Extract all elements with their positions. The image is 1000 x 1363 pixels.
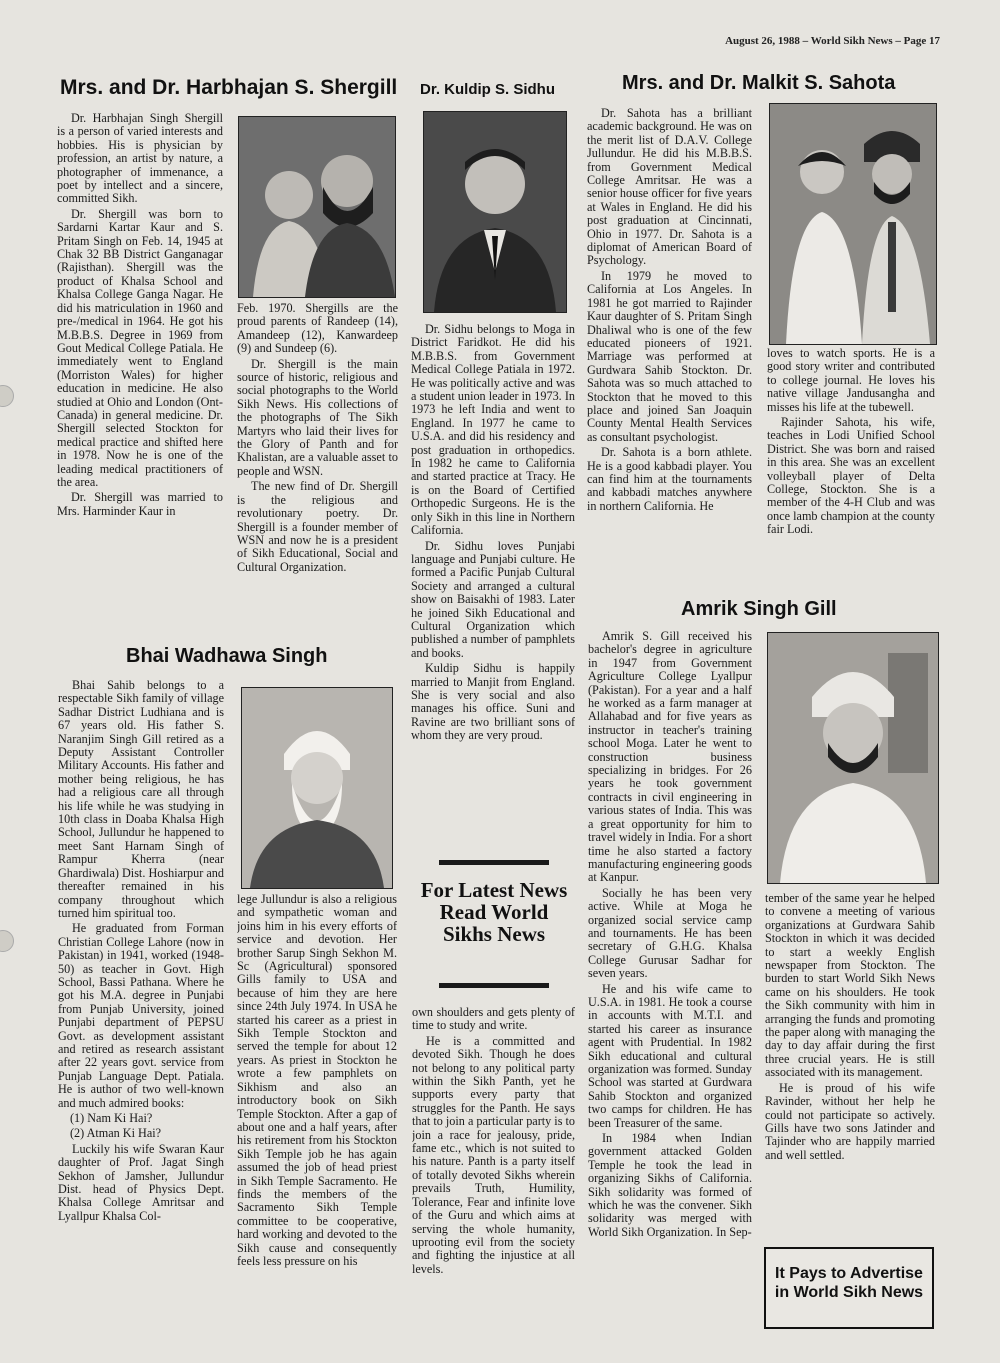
masthead: August 26, 1988 – World Sikh News – Page 17 bbox=[725, 35, 940, 47]
wadhawa-portrait-photo bbox=[241, 687, 393, 889]
paragraph: He is proud of his wife Ravinder, without her help he could not participate so actively. Gills have two sons Jatinder and Tajinder who are happily married and well settled. bbox=[765, 1080, 935, 1162]
gill-column-2 bbox=[765, 892, 935, 1238]
sidhu-title: Dr. Kuldip S. Sidhu bbox=[420, 81, 555, 98]
paragraph: Dr. Sidhu loves Punjabi language and Punjabi culture. He formed a Pacific Punjab Cultural Society and arranged a cultural show on Baisakhi of 1983. Later he joined Sikh Educational and Cultural Organization which published a number of pamphlets and books. bbox=[411, 538, 575, 660]
shergill-column-2 bbox=[237, 302, 398, 612]
sidhu-column bbox=[411, 323, 575, 831]
sahota-column-1 bbox=[587, 107, 752, 585]
promo-top-rule bbox=[439, 860, 549, 865]
paragraph: He is a committed and devoted Sikh. Though he does not belong to any political party within the Sikh Panth, yet he supports every party that struggles for the Panth. He says that to join a particular party is to join a race for jealousy, pride, fame etc., which is not suited to his nature. Panth is a party itself of totally devoted Sikhs wherein prevails Truth, Humility, Tolerance, Fear and infinite love of the Guru and which aims at serving the whole humanity, uprooting evil from the society and fighting the injustice at all levels. bbox=[412, 1033, 575, 1276]
shergill-couple-photo bbox=[238, 116, 396, 298]
wadhawa-column-3 bbox=[412, 1006, 575, 1328]
promo-text: For Latest News Read World Sikhs News bbox=[420, 878, 568, 946]
paragraph: He graduated from Forman Christian College Lahore (now in Pakistan) in 1941, worked (1948-50) as teacher in Govt. High School, Bassi Pathana. Where he got his M.A. degree in Punjabi from Punjab University, joined Punjabi department of PEPSU Govt. as development assistant and retired as research assistant after 22 years govt. service from Punjab Language Dept. Patiala. He is author of two well-known and much admired books: bbox=[58, 921, 224, 1110]
paragraph: Bhai Sahib belongs to a respectable Sikh family of village Sadhar District Ludhiana and is 67 years old. His father S. Naranjim Singh Gill retired as a Deputy Assistant Controller Military Accounts. His father and mother being religious, he has had a religious care all through his life while he was studying in 10th class in Doaba Khalsa High School, Jullundur he happened to meet Sant Harnam Singh of Rampur Kherra (near Ghardiwala) Dist. Hoshiarpur and thereafter remained in his company throughout which turned him spiritual too. bbox=[58, 679, 224, 920]
paragraph: Dr. Sahota has a brilliant academic background. He was on the merit list of D.A.V. College Jullundur. He did his M.B.B.S. from Government Medical College Amritsar. He was a senior house officer for five years at Wales in England. He did his post graduation at Cincinnati, Ohio in 1977. Dr. Sahota is a diplomat of American Board of Psychology. bbox=[587, 107, 752, 268]
paragraph: own shoulders and gets plenty of time to study and write. bbox=[412, 1006, 575, 1033]
shergill-column-1 bbox=[57, 112, 223, 612]
paragraph: loves to watch sports. He is a good story writer and contributed to college journal. He loves his native village Jandusangha and misses his life at the tubewell. bbox=[767, 347, 935, 414]
punch-hole bbox=[0, 930, 14, 952]
paragraph: Dr. Sidhu belongs to Moga in District Faridkot. He did his M.B.B.S. from Government Medical College Patiala in 1972. He was politically active and was a student union leader in 1973. In 1973 he left India and went to England. In 1977 he came to U.S.A. and did his residency and post graduation in orthopedics. In 1982 he came to California and started practice at Tracy. He is on the Board of Certified Orthopedic Surgeons. He is the only Sikh in this line in Northern California. bbox=[411, 323, 575, 538]
gill-column-1 bbox=[588, 630, 752, 1330]
paragraph: In 1979 he moved to California at Los Angeles. In 1981 he got married to Rajinder Kaur daughter of S. Pritam Singh Dhaliwal who is one of the few educated pioneers of 1921. Marriage was performed at Gurdwara Sahib Stockton. Dr. Sahota was so much attached to Stockton that he moved to this place and joined San Joaquin County Mental Health Services as consultant psychologist. bbox=[587, 268, 752, 444]
sahota-column-2 bbox=[767, 347, 935, 583]
paragraph: Rajinder Sahota, his wife, teaches in Lodi Unified School District. She was born and raised in this area. She was an excellent volleyball player of Delta College, Stockton. She is a member of the 4-H Club and was once lamb champion at the county fair Lodi. bbox=[767, 415, 935, 537]
paragraph: Dr. Harbhajan Singh Shergill is a person of varied interests and hobbies. His is physician by profession, an artist by nature, a photographer of immenance, a poet by intellect and a sincere, committed Sikh. bbox=[57, 112, 223, 206]
wadhawa-column-2 bbox=[237, 893, 397, 1327]
paragraph: Dr. Shergill is the main source of historic, religious and social photographs to the World Sikh News. His collections of the photographs of The Sikh Martyrs who laid their lives for the Glory of Panth and for Khalistan, are a valuable asset to people and WSN. bbox=[237, 356, 398, 478]
sahota-couple-photo bbox=[769, 103, 937, 345]
sidhu-portrait-photo bbox=[423, 111, 567, 313]
wadhawa-title: Bhai Wadhawa Singh bbox=[126, 645, 328, 667]
paragraph: Dr. Shergill was born to Sardarni Kartar Kaur and S. Pritam Singh on Feb. 14, 1945 at Chak 32 BB District Ganganagar (Rajisthan). Shergill was the product of Khalsa School and Khalsa College Ganga Nagar. He did his matriculation in 1960 and pre-/medical in 1964. He got his M.B.B.S. Degree in 1969 from Gout Medical College Patiala. He immediately went to England (Morriston Wales) for higher education in medicine. He also studied at Ohio and London (Ont-Canada) in general medicine. Dr. Shergill selected Stockton for medical practice and shifted here in 1978. Now he is one of the leading medical practitioners of the area. bbox=[57, 206, 223, 489]
paragraph: Luckily his wife Swaran Kaur daughter of Prof. Jagat Singh Sekhon of Jamsher, Jullundur Dist. head of Physics Dept. Khalsa College Amritsar and Lyallpur Khalsa Col- bbox=[58, 1141, 224, 1223]
paragraph: In 1984 when Indian government attacked Golden Temple he took the lead in organizing Sikhs of California. Sikh solidarity was formed of which he was the convener. Sikh solidarity was merged with World Sikh Organization. In Sep- bbox=[588, 1131, 752, 1239]
paragraph: Socially he has been very active. While at Moga he organized social service camp and tournaments. He has been secretary of G.H.G. Khalsa College Gurusar Sadhar for seven years. bbox=[588, 885, 752, 981]
gill-portrait-photo bbox=[767, 632, 939, 884]
sahota-title: Mrs. and Dr. Malkit S. Sahota bbox=[622, 72, 896, 94]
advertise-box: It Pays to Advertise in World Sikh News bbox=[764, 1247, 934, 1329]
paragraph: Dr. Shergill was married to Mrs. Harminder Kaur in bbox=[57, 490, 223, 518]
paragraph: Feb. 1970. Shergills are the proud parents of Randeep (14), Amandeep (12), Kanwardeep (9) and Sundeep (6). bbox=[237, 302, 398, 356]
paragraph: Amrik S. Gill received his bachelor's degree in agriculture in 1947 from Government Agriculture College Lyallpur (Pakistan). For a year and a half he worked as a farm manager at Allahabad and for five years as instructor in teacher's training school Moga. Later he went to construction business specializing in bridges. For 26 years he took government contracts in civil engineering in various states of India. This was a great opportunity for him to travel widely in India. For a short time he also started a factory manufacturing engineering goods at Kanpur. bbox=[588, 630, 752, 885]
punch-hole bbox=[0, 385, 14, 407]
paragraph: He and his wife came to U.S.A. in 1981. He took a course in accounts with M.T.I. and started his career as insurance agent with Prudential. In 1982 Sikh educational and cultural organization was formed. Sunday School was started at Gurdwara Sahib Stockton and organized two camps for children. He has been Treasurer of the same. bbox=[588, 981, 752, 1130]
gill-title: Amrik Singh Gill bbox=[681, 598, 837, 620]
paragraph: tember of the same year he helped to convene a meeting of various organizations at Gurdwara Sahib Stockton in which it was decided to start a weekly English newspaper from Stockton. The burden to start World Sikh News came on his shoulders. He took the Sikh community with him in arranging the funds and promoting the paper along with managing the day to day affair during the first three crucial years. He is still associated with its management. bbox=[765, 892, 935, 1080]
book-item: (1) Nam Ki Hai? bbox=[70, 1111, 153, 1125]
wadhawa-column-1 bbox=[58, 679, 224, 1327]
paragraph: lege Jullundur is also a religious and sympathetic woman and joins him in his every efforts of service and devotion. Her brother Sarup Singh Sekhon M. Sc (Agricultural) sponsored Gills family to USA and because of him they are here since 24th July 1974. In USA he started his career as a priest in Sikh Temple Stockton and served the temple for about 12 years. As priest in Stockton he wrote a few pamphlets on Sikhism and also an introductory book on Sikh Temple Stockton. After a gap of about one and a half years, after his retirement from his Stockton Sikh Temple job he has again assumed the job of head priest in Sikh Temple Sacramento. He finds the members of the Sacramento Sikh Temple committee to be cooperative, hard working and devoted to the Sikh cause and consequently feels less pressure on his bbox=[237, 893, 397, 1268]
promo-bottom-rule bbox=[439, 983, 549, 988]
paragraph: The new find of Dr. Shergill is the religious and revolutionary poetry. Dr. Shergill is a founder member of WSN and now he is a president of Sikh Educational, Social and Cultural Organization. bbox=[237, 479, 398, 574]
paragraph: Dr. Sahota is a born athlete. He is a good kabbadi player. You can find him at the tournaments and kabbadi matches anywhere in northern California. He bbox=[587, 445, 752, 513]
book-item: (2) Atman Ki Hai? bbox=[70, 1126, 162, 1141]
shergill-title: Mrs. and Dr. Harbhajan S. Shergill bbox=[60, 76, 398, 99]
paragraph: Kuldip Sidhu is happily married to Manjit from England. She is very social and also manages his office. Suni and Ravine are two brilliant sons of whom they are very proud. bbox=[411, 661, 575, 743]
